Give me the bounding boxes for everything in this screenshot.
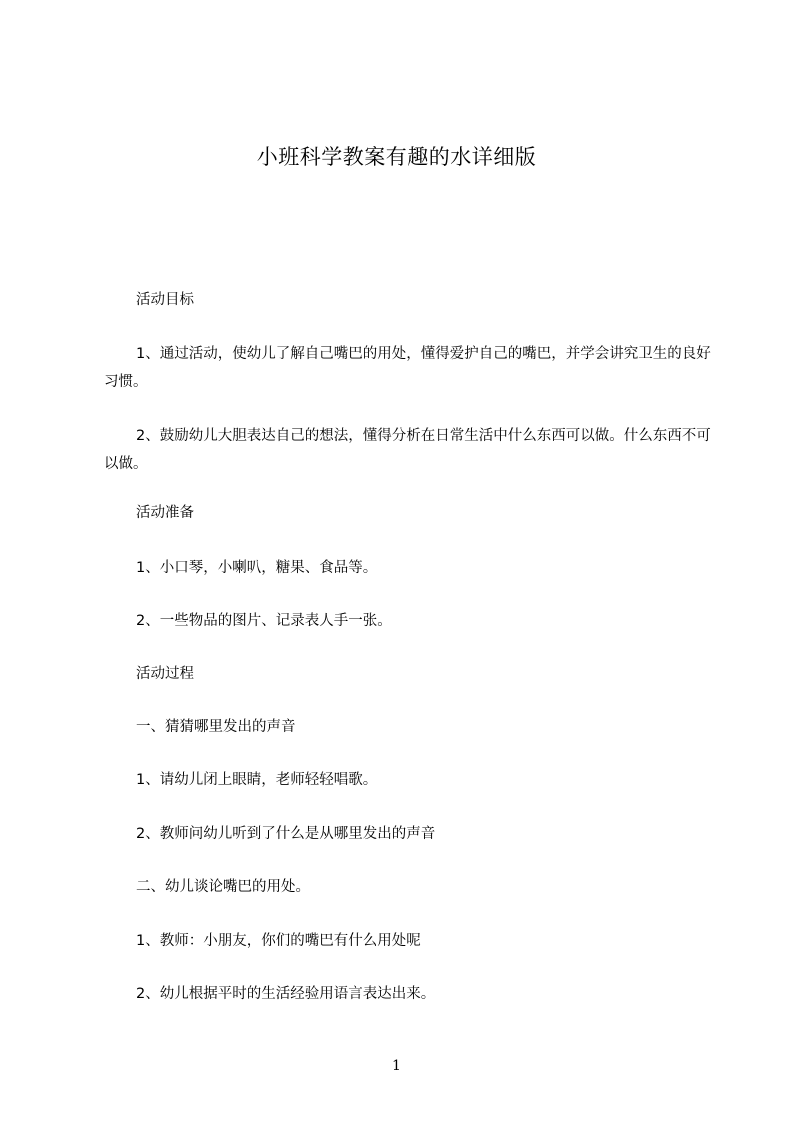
section-heading-process: 活动过程 [136, 666, 194, 682]
process-step-2-item-2: 2、幼儿根据平时的生活经验用语言表达出来。 [136, 986, 436, 1002]
objective-item-1: 1、通过活动，使幼儿了解自己嘴巴的用处，懂得爱护自己的嘴巴，并学会讲究卫生的良好习惯。 [104, 346, 711, 390]
document-title: 小班科学教案有趣的水详细版 [256, 145, 537, 169]
preparation-item-1: 1、小口琴，小喇叭，糖果、食品等。 [136, 560, 378, 576]
section-heading-objectives: 活动目标 [136, 292, 194, 308]
process-step-2-item-1: 1、教师：小朋友，你们的嘴巴有什么用处呢 [136, 933, 421, 949]
process-step-1-heading: 一、猜猜哪里发出的声音 [136, 719, 296, 735]
process-step-1-item-2: 2、教师问幼儿听到了什么是从哪里发出的声音 [136, 826, 436, 842]
process-step-2-heading: 二、幼儿谈论嘴巴的用处。 [136, 879, 310, 895]
page-number: 1 [392, 1058, 401, 1074]
section-heading-preparation: 活动准备 [136, 505, 194, 521]
objective-item-2: 2、鼓励幼儿大胆表达自己的想法，懂得分析在日常生活中什么东西可以做。什么东西不可以做。 [104, 428, 711, 472]
preparation-item-2: 2、一些物品的图片、记录表人手一张。 [136, 613, 392, 629]
process-step-1-item-1: 1、请幼儿闭上眼睛，老师轻轻唱歌。 [136, 772, 378, 788]
